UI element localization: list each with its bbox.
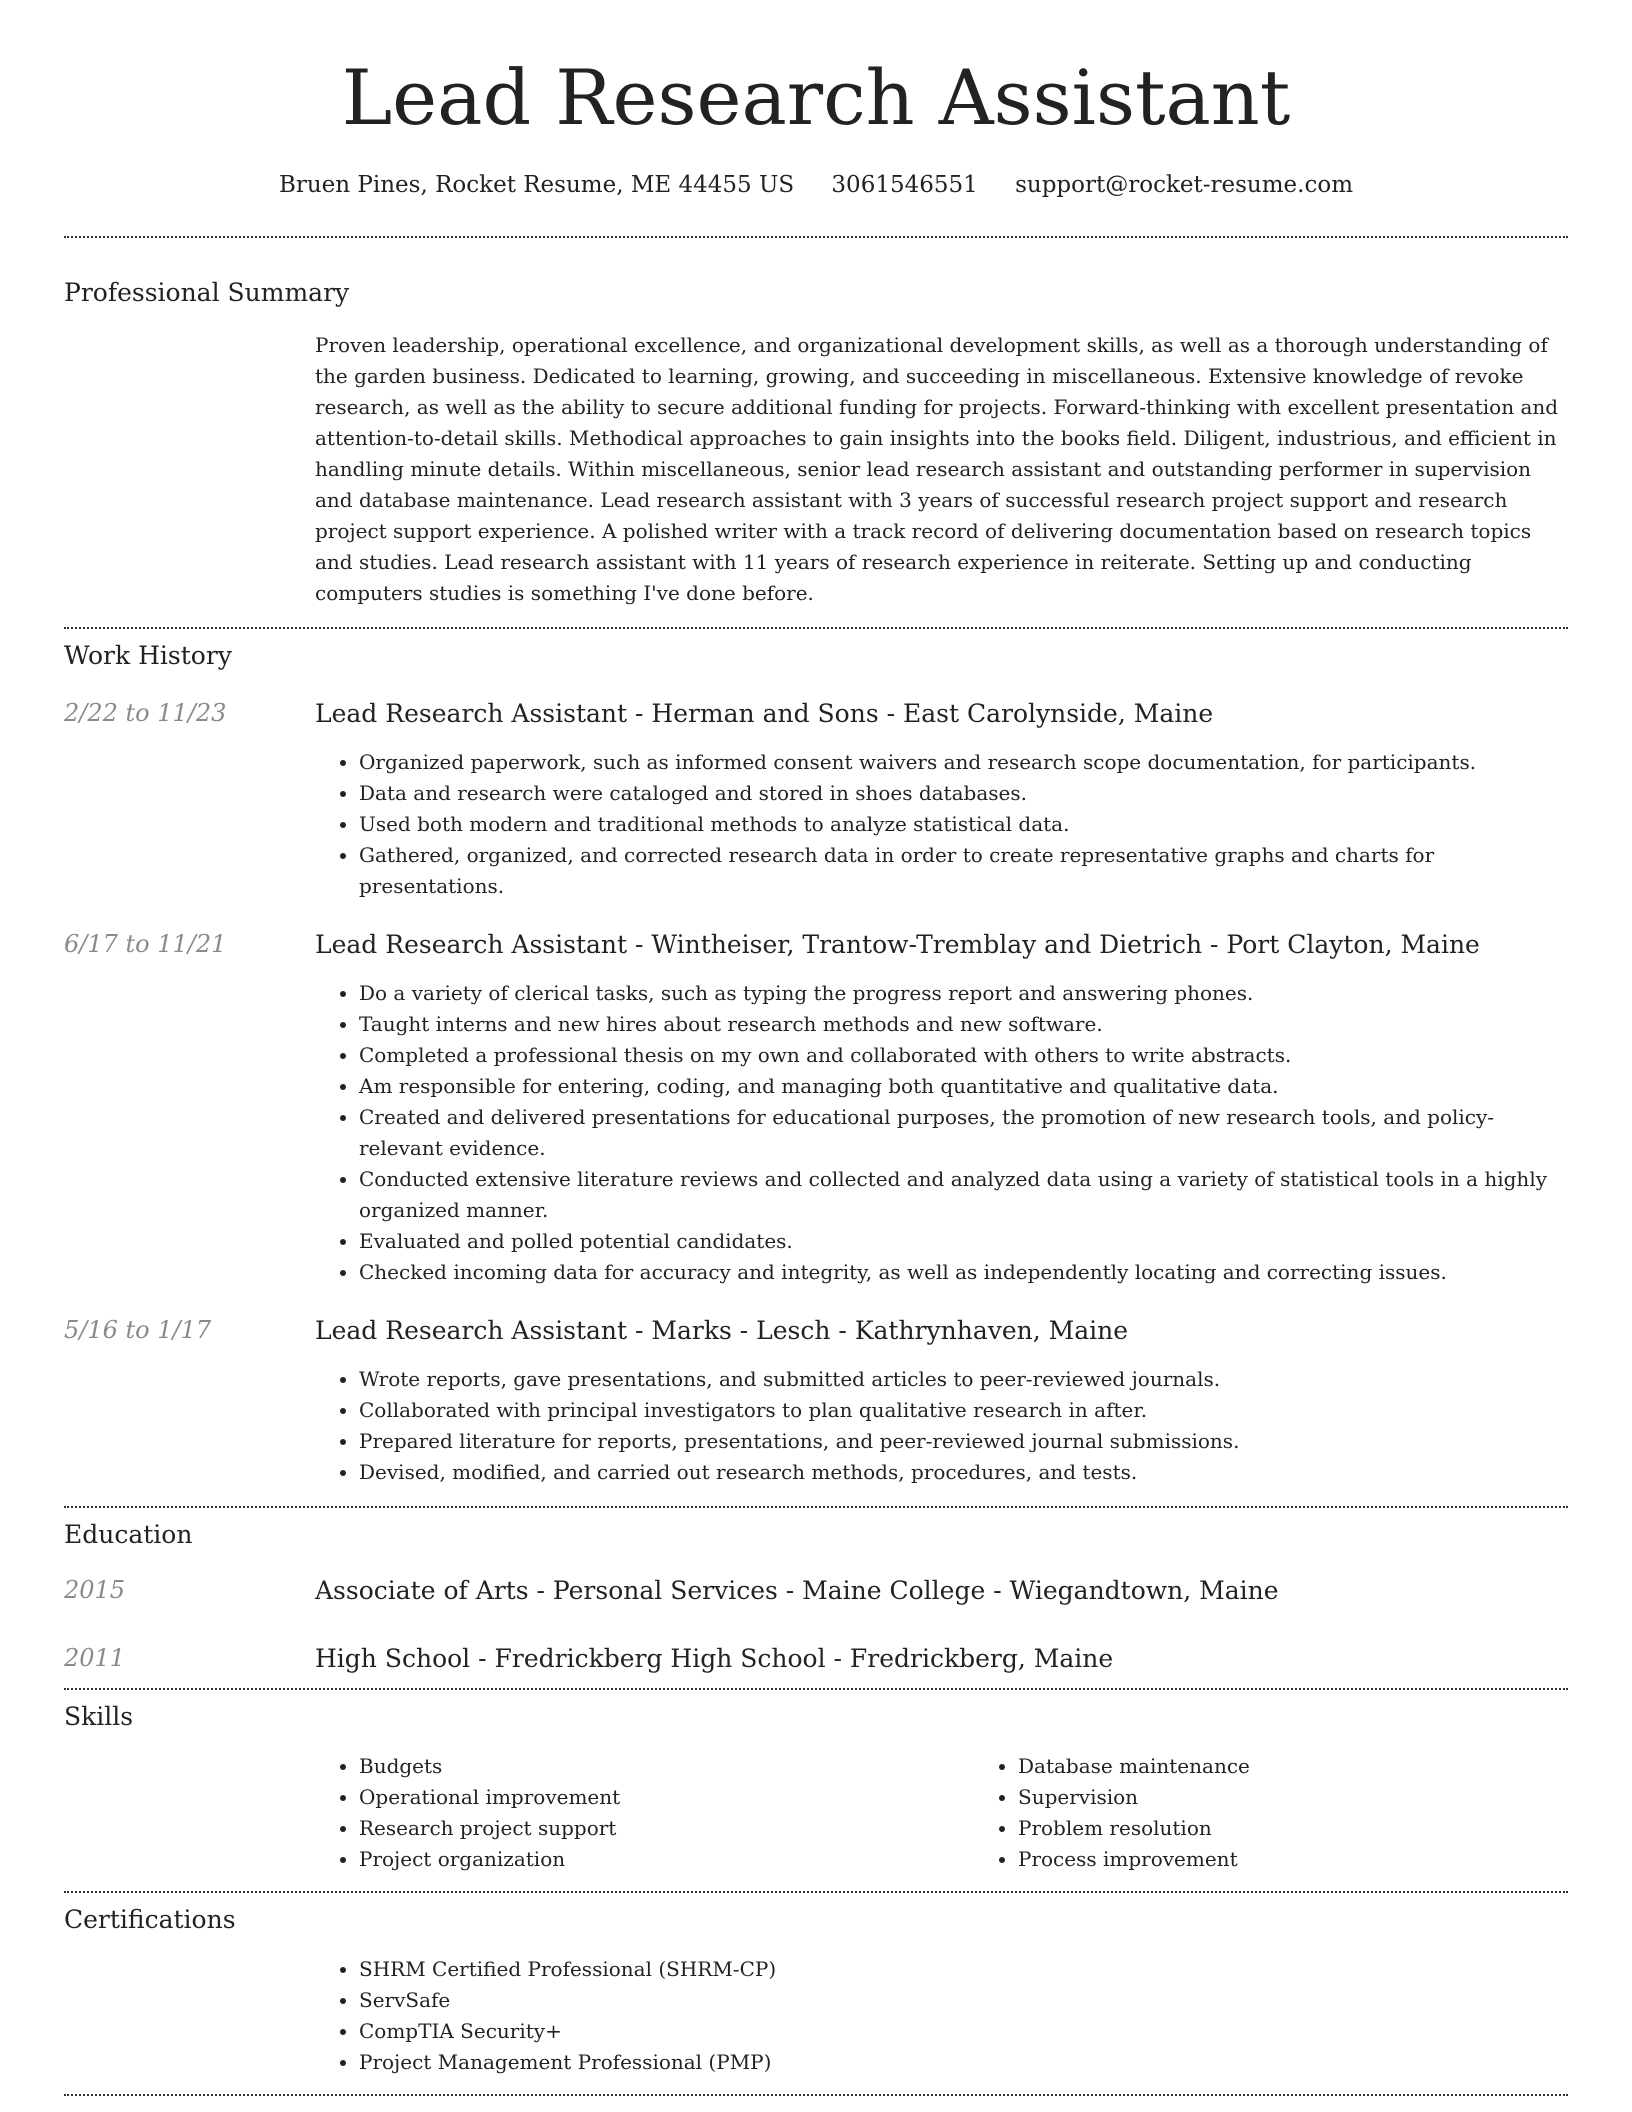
job-employer-location: - Wintheiser, Trantow-Tremblay and Dietrich - Port Clayton, Maine: [627, 930, 1480, 959]
contact-line: [64, 172, 1568, 198]
job-entry: [64, 1316, 1568, 1488]
contact-phone: 3061546551: [831, 172, 978, 198]
job-dates: 6/17 to 11/21: [64, 930, 227, 958]
education-entry: [64, 1644, 1568, 1674]
job-bullets: [315, 978, 1568, 1288]
job-bullet: • Prepared literature for reports, presentations, and peer-reviewed journal submissions.: [359, 1426, 1568, 1457]
education-degree: High School: [315, 1644, 471, 1673]
job-bullet: • Taught interns and new hires about research methods and new software.: [359, 1009, 1568, 1040]
education-details: - Personal Services - Maine College - Wiegandtown, Maine: [528, 1576, 1279, 1605]
job-employer-location: - Herman and Sons - East Carolynside, Maine: [627, 699, 1214, 728]
job-bullet: • Am responsible for entering, coding, and managing both quantitative and qualitative data.: [359, 1071, 1568, 1102]
job-role: Lead Research Assistant: [315, 699, 628, 728]
resume-page: [64, 0, 1568, 2096]
job-dates: 2/22 to 11/23: [64, 699, 227, 727]
job-bullet: • Used both modern and traditional methods to analyze statistical data.: [359, 809, 1568, 840]
job-bullet: • Wrote reports, gave presentations, and submitted articles to peer-reviewed journals.: [359, 1364, 1568, 1395]
certification-item: • SHRM Certified Professional (SHRM-CP): [359, 1954, 1568, 1985]
job-heading: [315, 1316, 1568, 1346]
contact-address: Bruen Pines, Rocket Resume, ME 44455 US: [278, 172, 795, 198]
job-bullet: • Completed a professional thesis on my own and collaborated with others to write abstracts.: [359, 1040, 1568, 1071]
certification-item: • CompTIA Security+: [359, 2016, 1568, 2047]
job-bullet: • Checked incoming data for accuracy and integrity, as well as independently locating and correcting issues.: [359, 1257, 1568, 1288]
skills-section: [64, 1690, 1568, 1875]
education-entry: [64, 1576, 1568, 1606]
section-title: Skills: [64, 1702, 134, 1731]
section-title: Professional Summary: [64, 278, 350, 307]
job-bullet: • Collaborated with principal investigators to plan qualitative research in after.: [359, 1395, 1568, 1426]
skill-item: • Problem resolution: [1018, 1813, 1632, 1844]
skill-item: • Supervision: [1018, 1782, 1632, 1813]
certification-item: • ServSafe: [359, 1985, 1568, 2016]
section-title: Certifications: [64, 1905, 236, 1934]
section-title: Work History: [64, 641, 232, 670]
certifications-section: [64, 1893, 1568, 2078]
education-degree: Associate of Arts: [315, 1576, 529, 1605]
job-bullet: • Organized paperwork, such as informed consent waivers and research scope documentation, for participants.: [359, 747, 1568, 778]
skills-column-2: [974, 1751, 1632, 1875]
skill-item: • Research project support: [359, 1813, 974, 1844]
skill-item: • Budgets: [359, 1751, 974, 1782]
job-bullet: • Data and research were cataloged and stored in shoes databases.: [359, 778, 1568, 809]
job-bullets: [315, 1364, 1568, 1488]
job-heading: [315, 930, 1568, 960]
skill-item: • Project organization: [359, 1844, 974, 1875]
education-section: [64, 1508, 1568, 1674]
work-history-section: [64, 629, 1568, 1488]
job-entry: [64, 930, 1568, 1288]
job-list: [64, 699, 1568, 1488]
skills-column-1: [315, 1751, 974, 1875]
summary-text: Proven leadership, operational excellence, and organizational development skills, as well as a thorough understanding of the garden business. Dedicated to learning, growing, and succeeding in miscellaneous. Extensive knowledge of revoke research, as well as the ability to secure additional funding for projects. Forward-thinking with excellent presentation and attention-to-detail skills. Methodical approaches to gain insights into the books field. Diligent, industrious, and efficient in handling minute details. Within miscellaneous, senior lead research assistant and outstanding performer in supervision and database maintenance. Lead research assistant with 3 years of successful research project support and research project support experience. A polished writer with a track record of delivering documentation based on research topics and studies. Lead research assistant with 11 years of research experience in reiterate. Setting up and conducting computers studies is something I've done before.: [315, 333, 1559, 605]
contact-email: support@rocket-resume.com: [1015, 172, 1354, 198]
job-bullet: • Created and delivered presentations for educational purposes, the promotion of new research tools, and policy-relevant evidence.: [359, 1102, 1568, 1164]
skill-item: • Process improvement: [1018, 1844, 1632, 1875]
job-heading: [315, 699, 1568, 729]
job-bullets: [315, 747, 1568, 902]
section-divider: [64, 2094, 1568, 2096]
certification-item: • Project Management Professional (PMP): [359, 2047, 1568, 2078]
job-bullet: • Evaluated and polled potential candidates.: [359, 1226, 1568, 1257]
summary-section: [64, 238, 1568, 609]
skill-item: • Operational improvement: [359, 1782, 974, 1813]
skill-item: • Database maintenance: [1018, 1751, 1632, 1782]
job-bullet: • Devised, modified, and carried out research methods, procedures, and tests.: [359, 1457, 1568, 1488]
job-role: Lead Research Assistant: [315, 1316, 628, 1345]
job-entry: [64, 699, 1568, 902]
education-year: 2015: [64, 1576, 126, 1604]
job-employer-location: - Marks - Lesch - Kathrynhaven, Maine: [627, 1316, 1129, 1345]
candidate-name: Lead Research Assistant: [341, 53, 1291, 142]
education-year: 2011: [64, 1644, 126, 1672]
job-bullet: • Conducted extensive literature reviews and collected and analyzed data using a variety of statistical tools in a highly organized manner.: [359, 1164, 1568, 1226]
education-details: - Fredrickberg High School - Fredrickberg, Maine: [470, 1644, 1114, 1673]
job-role: Lead Research Assistant: [315, 930, 628, 959]
job-bullet: • Do a variety of clerical tasks, such as typing the progress report and answering phones.: [359, 978, 1568, 1009]
certifications-list: [315, 1954, 1568, 2078]
section-title: Education: [64, 1520, 193, 1549]
job-dates: 5/16 to 1/17: [64, 1316, 212, 1344]
education-list: [64, 1576, 1568, 1674]
job-bullet: • Gathered, organized, and corrected research data in order to create representative graphs and charts for presentations.: [359, 840, 1568, 902]
